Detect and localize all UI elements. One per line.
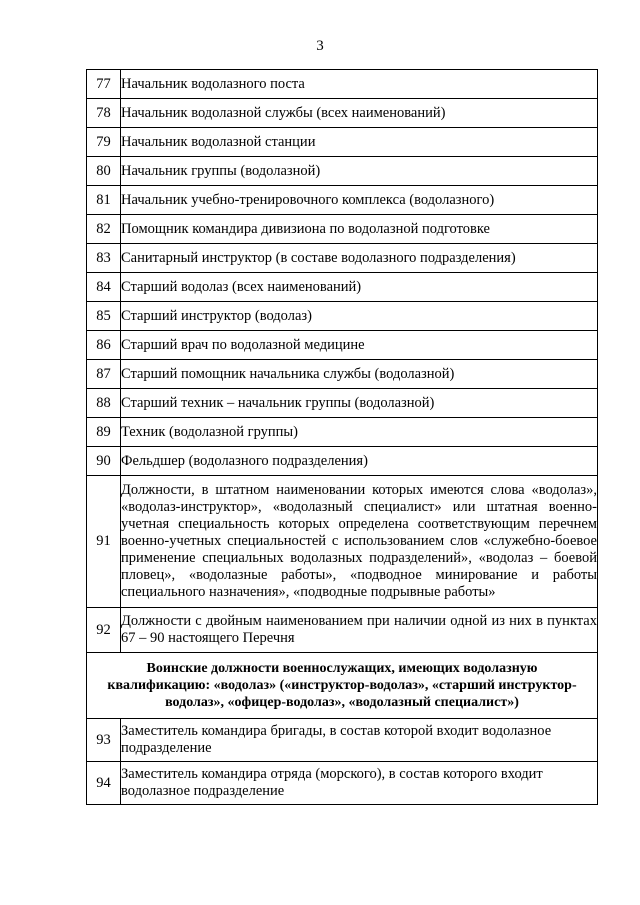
- row-number: 81: [87, 186, 121, 215]
- table-row: [87, 608, 598, 653]
- row-text: Старший водолаз (всех наименований): [121, 273, 598, 302]
- row-text: Заместитель командира отряда (морского), в состав которого входит водолазное подразделение: [121, 762, 598, 805]
- row-text: Санитарный инструктор (в составе водолазного подразделения): [121, 244, 598, 273]
- table-row: [87, 360, 598, 389]
- row-text: Начальник группы (водолазной): [121, 157, 598, 186]
- row-number: 79: [87, 128, 121, 157]
- row-number: 88: [87, 389, 121, 418]
- row-text: Старший инструктор (водолаз): [121, 302, 598, 331]
- row-number: 83: [87, 244, 121, 273]
- table-row: [87, 331, 598, 360]
- row-number: 86: [87, 331, 121, 360]
- table-row: [87, 418, 598, 447]
- row-number: 84: [87, 273, 121, 302]
- table-row: [87, 215, 598, 244]
- row-number: 92: [87, 608, 121, 653]
- row-text: Начальник водолазной службы (всех наименований): [121, 99, 598, 128]
- row-text: Старший техник – начальник группы (водолазной): [121, 389, 598, 418]
- row-number: 90: [87, 447, 121, 476]
- row-text: Должности с двойным наименованием при наличии одной из них в пунктах 67 – 90 настоящего Перечня: [121, 608, 598, 653]
- row-text: Начальник водолазной станции: [121, 128, 598, 157]
- table-row: [87, 186, 598, 215]
- row-text: Старший врач по водолазной медицине: [121, 331, 598, 360]
- row-text: Начальник учебно-тренировочного комплекса (водолазного): [121, 186, 598, 215]
- table-row: [87, 128, 598, 157]
- row-text: Старший помощник начальника службы (водолазной): [121, 360, 598, 389]
- table-row: [87, 157, 598, 186]
- row-text: Заместитель командира бригады, в состав которой входит водолазное подразделение: [121, 719, 598, 762]
- table-row: [87, 762, 598, 805]
- row-text: Техник (водолазной группы): [121, 418, 598, 447]
- row-number: 89: [87, 418, 121, 447]
- positions-table: [86, 69, 598, 805]
- page-number: 3: [316, 38, 324, 54]
- row-number: 85: [87, 302, 121, 331]
- section-heading-row: [87, 653, 598, 719]
- table-row: [87, 389, 598, 418]
- row-number: 82: [87, 215, 121, 244]
- row-number: 78: [87, 99, 121, 128]
- table-row: [87, 302, 598, 331]
- section-heading: Воинские должности военнослужащих, имеющих водолазную квалификацию: «водолаз» («инструктор-водолаз», «старший инструктор-водолаз», «офицер-водолаз», «водолазный специалист»): [87, 653, 598, 719]
- table-row: [87, 476, 598, 608]
- table-row: [87, 273, 598, 302]
- row-number: 91: [87, 476, 121, 608]
- row-number: 87: [87, 360, 121, 389]
- table-row: [87, 70, 598, 99]
- row-text: Фельдшер (водолазного подразделения): [121, 447, 598, 476]
- table-row: [87, 447, 598, 476]
- table-row: [87, 99, 598, 128]
- row-number: 77: [87, 70, 121, 99]
- row-text: Должности, в штатном наименовании которых имеются слова «водолаз», «водолаз-инструктор», «водолазный специалист» или штатная военно-учетная специальность которых определена соответствующим перечнем военно-учетных специальностей с использованием слов «служебно-боевое применение специальных водолазных подразделений», «водолаз – боевой пловец», «водолазные работы», «подводное минирование и работы специального назначения», «подводные подрывные работы»: [121, 476, 598, 608]
- row-number: 94: [87, 762, 121, 805]
- row-text: Начальник водолазного поста: [121, 70, 598, 99]
- row-text: Помощник командира дивизиона по водолазной подготовке: [121, 215, 598, 244]
- row-number: 93: [87, 719, 121, 762]
- row-number: 80: [87, 157, 121, 186]
- table-row: [87, 719, 598, 762]
- table-row: [87, 244, 598, 273]
